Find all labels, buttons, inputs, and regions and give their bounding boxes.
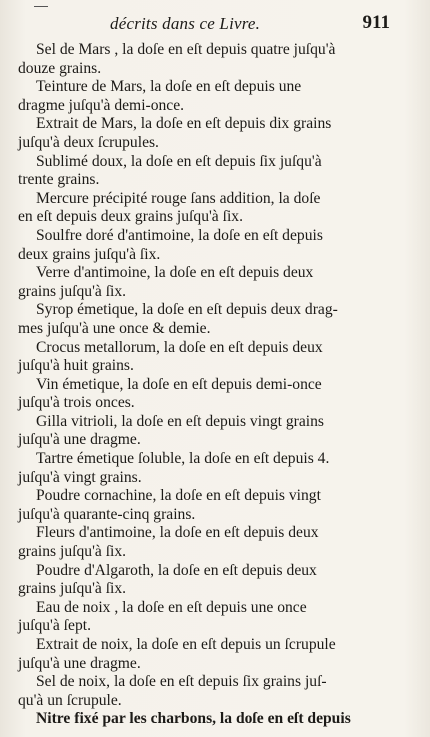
entry-continuation-line: grains juſqu'à ſix. xyxy=(18,580,127,598)
entry-first-line: Syrop émetique, la doſe en eſt depuis deux drag- xyxy=(36,301,338,319)
dosage-entry xyxy=(18,636,397,673)
entry-first-line: Extrait de Mars, la doſe en eſt depuis dix grains xyxy=(36,115,332,133)
printer-mark xyxy=(34,6,48,7)
entry-first-line: Gilla vitrioli, la doſe en eſt depuis vingt grains xyxy=(36,412,324,430)
dosage-entry xyxy=(18,710,397,729)
dosage-entry xyxy=(18,227,397,264)
dosage-entry xyxy=(18,264,397,301)
entry-continuation-line: juſqu'à quarante-cinq grains. xyxy=(18,505,196,523)
dosage-entry xyxy=(18,78,397,115)
entry-first-line: Teinture de Mars, la doſe en eſt depuis une xyxy=(36,78,302,96)
running-title: décrits dans ce Livre. xyxy=(110,14,261,33)
dosage-entry xyxy=(18,524,397,561)
entry-first-line: Poudre d'Algaroth, la doſe en eſt depuis deux xyxy=(36,561,317,579)
entry-first-line: Eau de noix , la doſe en eſt depuis une once xyxy=(36,598,307,616)
dosage-entry xyxy=(18,562,397,599)
entry-first-line: Nitre fixé par les charbons, la doſe en eſt depuis xyxy=(36,710,351,728)
entry-continuation-line: juſqu'à vingt grains. xyxy=(18,468,142,486)
entry-continuation-line: deux grains juſqu'à ſix. xyxy=(18,245,161,263)
entry-continuation-line: grains juſqu'à ſix. xyxy=(18,543,127,561)
entry-continuation-line: douze grains. xyxy=(18,59,102,77)
dosage-entry xyxy=(18,339,397,376)
entry-continuation-line: juſqu'à une dragme. xyxy=(18,654,141,672)
entry-continuation-line: juſqu'à huit grains. xyxy=(18,357,134,375)
entry-continuation-line: juſqu'à ſept. xyxy=(18,617,91,635)
entry-continuation-line: mes juſqu'à une once & demie. xyxy=(18,319,211,337)
entry-first-line: Poudre cornachine, la doſe en eſt depuis vingt xyxy=(36,487,321,505)
entry-first-line: Sublimé doux, la doſe en eſt depuis ſix juſqu'à xyxy=(36,152,322,170)
dosage-entry xyxy=(18,413,397,450)
entry-continuation-line: dragme juſqu'à demi-once. xyxy=(18,96,185,114)
body-text xyxy=(18,41,397,729)
entry-first-line: Mercure précipité rouge ſans addition, la doſe xyxy=(36,189,321,207)
page-number: 911 xyxy=(362,12,390,33)
running-header xyxy=(110,14,390,38)
entry-continuation-line: qu'à un ſcrupule. xyxy=(18,691,122,709)
dosage-entry xyxy=(18,450,397,487)
dosage-entry xyxy=(18,599,397,636)
entry-first-line: Crocus metallorum, la doſe en eſt depuis deux xyxy=(36,338,323,356)
entry-first-line: Verre d'antimoine, la doſe en eſt depuis deux xyxy=(36,264,314,282)
entry-first-line: Fleurs d'antimoine, la doſe en eſt depuis deux xyxy=(36,524,319,542)
dosage-entry xyxy=(18,153,397,190)
entry-continuation-line: en eſt depuis deux grains juſqu'à ſix. xyxy=(18,208,243,226)
entry-first-line: Soulfre doré d'antimoine, la doſe en eſt depuis xyxy=(36,226,323,244)
dosage-entry xyxy=(18,376,397,413)
entry-continuation-line: juſqu'à une dragme. xyxy=(18,431,141,449)
dosage-entry xyxy=(18,190,397,227)
entry-first-line: Extrait de noix, la doſe en eſt depuis un ſcrupule xyxy=(36,636,336,653)
dosage-entry xyxy=(18,673,397,710)
entry-first-line: Vin émetique, la doſe en eſt depuis demi-once xyxy=(36,375,322,393)
dosage-entry xyxy=(18,301,397,338)
entry-first-line: Sel de noix, la doſe en eſt depuis ſix grains juſ- xyxy=(36,673,327,691)
entry-continuation-line: trente grains. xyxy=(18,171,100,189)
entry-continuation-line: juſqu'à deux ſcrupules. xyxy=(18,133,159,151)
dosage-entry xyxy=(18,41,397,78)
dosage-entry xyxy=(18,487,397,524)
entry-first-line: Sel de Mars , la doſe en eſt depuis quatre juſqu'à xyxy=(36,41,336,58)
entry-first-line: Tartre émetique ſoluble, la doſe en eſt depuis 4. xyxy=(36,450,330,468)
entry-continuation-line: juſqu'à trois onces. xyxy=(18,394,135,412)
dosage-entry xyxy=(18,115,397,152)
entry-continuation-line: grains juſqu'à ſix. xyxy=(18,282,127,300)
